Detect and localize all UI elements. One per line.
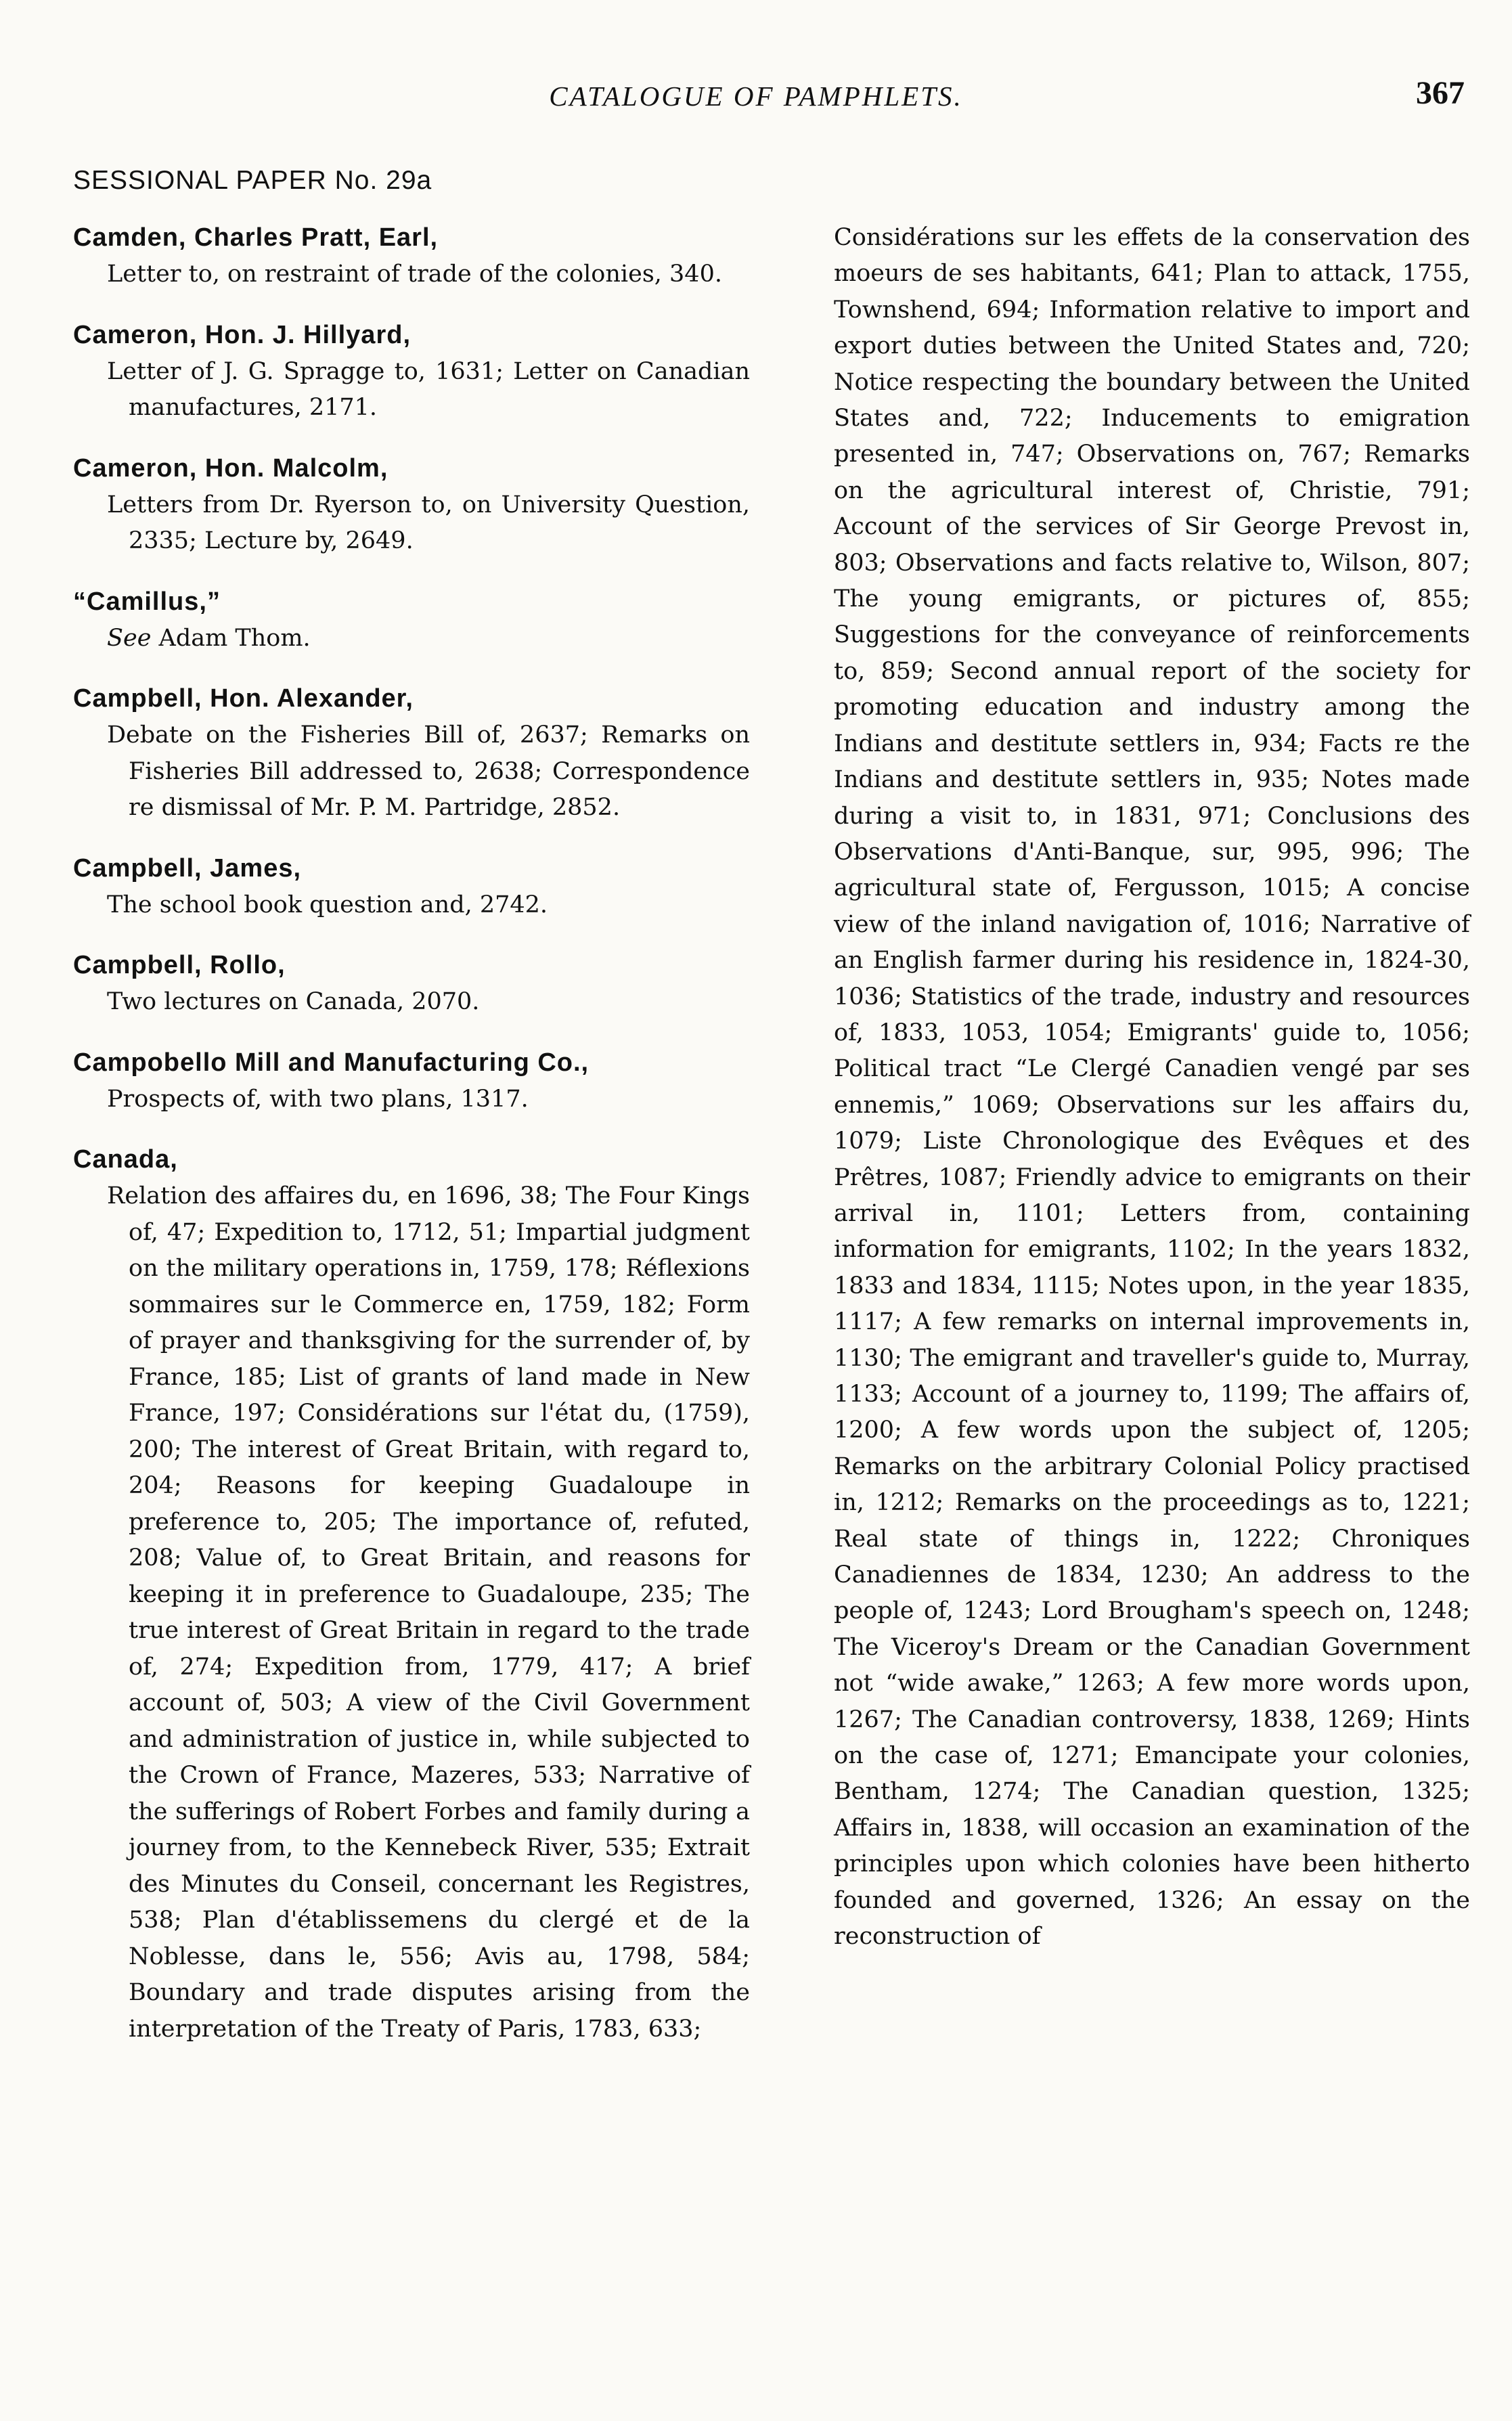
entry-heading: “Camillus,”	[73, 587, 221, 616]
catalogue-entry	[73, 220, 750, 293]
entry-text: Relation des affaires du, en 1696, 38; The Four Kings of, 47; Expedition to, 1712, 51; Impartial judgment on the military operations in, 1759, 178; Réflexions sommaires sur le Commerce en, 1759, 182; Form of prayer and thanksgiving for the surrender of, by France, 185; List of grants of land made in New France, 197; Considérations sur l'état du, (1759), 200; The interest of Great Britain, with regard to, 204; Reasons for keeping Guadaloupe in preference to, 205; The importance of, refuted, 208; Value of, to Great Britain, and reasons for keeping it in preference to Guadaloupe, 235; The true interest of Great Britain in regard to the trade of, 274; Expedition from, 1779, 417; A brief account of, 503; A view of the Civil Government and administration of justice in, while subjected to the Crown of France, Mazeres, 533; Narrative of the sufferings of Robert Forbes and family during a journey from, to the Kennebeck River, 535; Extrait des Minutes du Conseil, concernant les Registres, 538; Plan d'établissemens du clergé et de la Noblesse, dans le, 556; Avis au, 1798, 584; Boundary and trade disputes arising from the interpretation of the Treaty of Paris, 1783, 633;	[107, 1182, 750, 2043]
entry-heading: Canada,	[73, 1145, 178, 1174]
canada-entry-continuation: Considérations sur les effets de la conservation des moeurs de ses habitants, 641; Plan to attack, 1755, Townshend, 694; Information relative to import and export duties between the United States and, 720; Notice respecting the boundary between the United States and, 722; Inducements to emigration presented in, 747; Observations on, 767; Remarks on the agricultural interest of, Christie, 791; Account of the services of Sir George Prevost in, 803; Observations and facts relative to, Wilson, 807; The young emigrants, or pictures of, 855; Suggestions for the conveyance of reinforcements to, 859; Second annual report of the society for promoting education and industry among the Indians and destitute settlers in, 934; Facts re the Indians and destitute settlers in, 935; Notes made during a visit to, in 1831, 971; Conclusions des Observations d'Anti-Banque, sur, 995, 996; The agricultural state of, Fergusson, 1015; A concise view of the inland navigation of, 1016; Narrative of an English farmer during his residence in, 1824-30, 1036; Statistics of the trade, industry and resources of, 1833, 1053, 1054; Emigrants' guide to, 1056; Political tract “Le Clergé Canadien vengé par ses ennemis,” 1069; Observations sur les affairs du, 1079; Liste Chronologique des Evêques et des Prêtres, 1087; Friendly advice to emigrants on their arrival in, 1101; Letters from, containing information for emigrants, 1102; In the years 1832, 1833 and 1834, 1115; Notes upon, in the year 1835, 1117; A few remarks on internal improvements in, 1130; The emigrant and traveller's guide to, Murray, 1133; Account of a journey to, 1199; The affairs of, 1200; A few words upon the subject of, 1205; Remarks on the arbitrary Colonial Policy practised in, 1212; Remarks on the proceedings as to, 1221; Real state of things in, 1222; Chroniques Canadiennes de 1834, 1230; An address to the people of, 1243; Lord Brougham's speech on, 1248; The Viceroy's Dream or the Canadian Government not “wide awake,” 1263; A few more words upon, 1267; The Canadian controversy, 1838, 1269; Hints on the case of, 1271; Emancipate your colonies, Bentham, 1274; The Canadian question, 1325; Affairs in, 1838, will occasion an examination of the principles upon which colonies have been hitherto founded and governed, 1326; An essay on the reconstruction of	[834, 224, 1470, 1951]
entry-text: Prospects of, with two plans, 1317.	[107, 1085, 529, 1113]
page-number: 367	[1416, 75, 1465, 111]
entry-text: Letter to, on restraint of trade of the colonies, 340.	[107, 261, 722, 288]
entry-heading: Camden, Charles Pratt, Earl,	[73, 223, 439, 252]
catalogue-entry	[73, 451, 750, 560]
entry-heading: Cameron, Hon. Malcolm,	[73, 453, 388, 483]
running-title: CATALOGUE OF PAMPHLETS.	[549, 81, 963, 112]
entry-heading: Campobello Mill and Manufacturing Co.,	[73, 1048, 590, 1077]
entry-heading: Campbell, Rollo,	[73, 951, 286, 979]
entry-heading: Campbell, James,	[73, 853, 302, 883]
entry-text	[73, 621, 750, 657]
left-column	[73, 220, 750, 2072]
entry-text: Debate on the Fisheries Bill of, 2637; Remarks on Fisheries Bill addressed to, 2638; Correspondence re dismissal of Mr. P. M. Partridge, 2852.	[107, 721, 750, 821]
entry-text: Two lectures on Canada, 2070.	[107, 988, 480, 1015]
catalogue-entry	[73, 1142, 750, 2047]
entry-heading: Campbell, Hon. Alexander,	[73, 684, 414, 713]
catalogue-entry	[73, 317, 750, 426]
see-reference: See	[107, 624, 152, 652]
entry-text: Letter of J. G. Spragge to, 1631; Letter on Canadian manufactures, 2171.	[107, 357, 750, 421]
catalogue-entry	[73, 1045, 750, 1118]
see-target: Adam Thom.	[158, 624, 311, 652]
sessional-paper-label: SESSIONAL PAPER No. 29a	[73, 166, 432, 195]
right-column	[834, 220, 1470, 1955]
entry-heading: Cameron, Hon. J. Hillyard,	[73, 320, 411, 349]
catalogue-entry	[73, 681, 750, 826]
catalogue-entry	[73, 851, 750, 924]
catalogue-entry	[73, 584, 750, 657]
entry-text: Letters from Dr. Ryerson to, on University Question, 2335; Lecture by, 2649.	[107, 491, 750, 554]
catalogue-entry	[73, 948, 750, 1021]
entry-text: The school book question and, 2742.	[107, 891, 548, 918]
